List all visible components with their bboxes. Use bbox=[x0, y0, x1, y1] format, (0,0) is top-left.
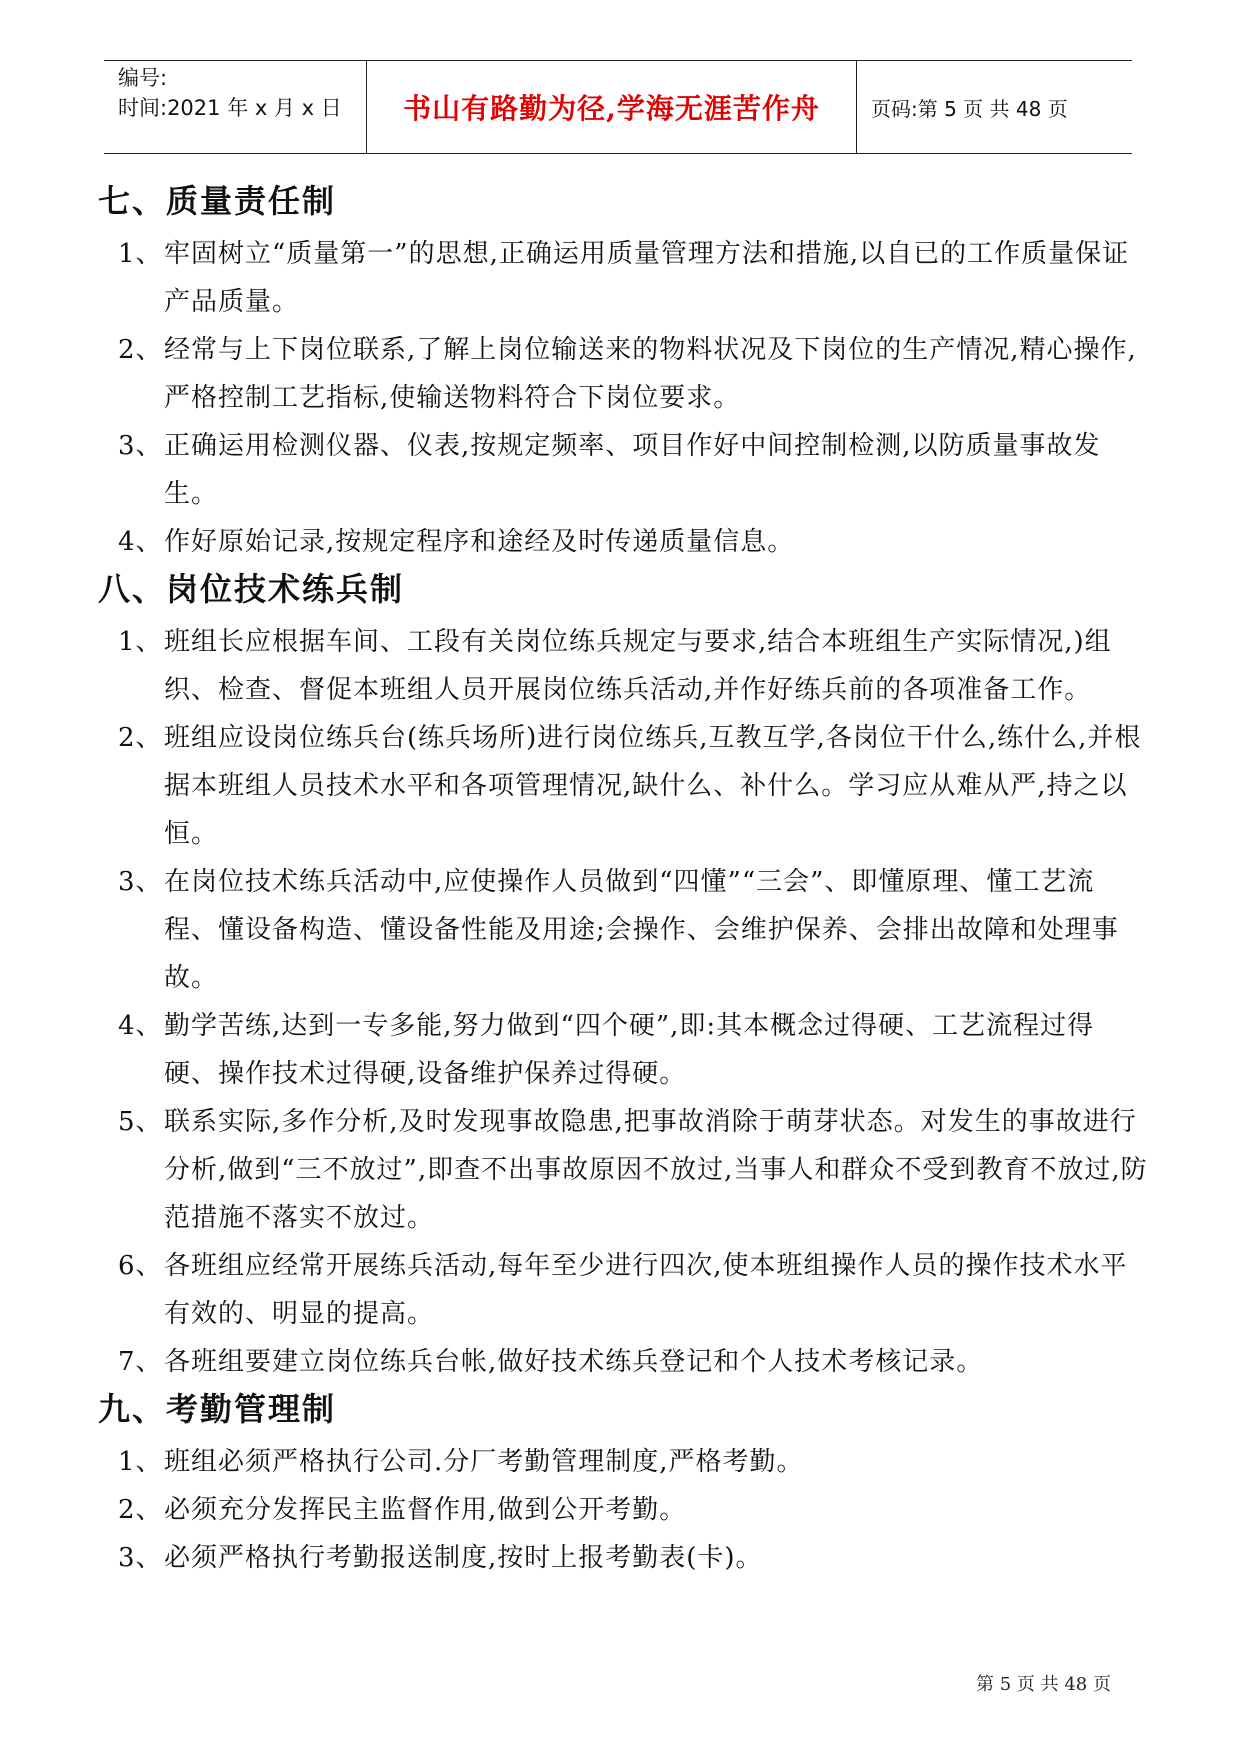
header-meta bbox=[104, 61, 367, 153]
item-text: 班组长应根据车间、工段有关岗位练兵规定与要求,结合本班组生产实际情况,)组织、检查、督促本班组人员开展岗位练兵活动,并作好练兵前的各项准备工作。 bbox=[164, 627, 1112, 705]
item-number: 1、 bbox=[118, 627, 163, 657]
list-item bbox=[98, 422, 1148, 518]
item-text: 联系实际,多作分析,及时发现事故隐患,把事故消除于萌芽状态。对发生的事故进行分析,做到“三不放过”,即查不出事故原因不放过,当事人和群众不受到教育不放过,防范措施不落实不放过。 bbox=[164, 1107, 1148, 1233]
item-number: 1、 bbox=[118, 239, 163, 269]
item-text: 各班组应经常开展练兵活动,每年至少进行四次,使本班组操作人员的操作技术水平有效的、明显的提高。 bbox=[164, 1251, 1128, 1329]
list-item bbox=[98, 1098, 1148, 1242]
item-text: 必须严格执行考勤报送制度,按时上报考勤表(卡)。 bbox=[164, 1543, 763, 1573]
item-text: 必须充分发挥民主监督作用,做到公开考勤。 bbox=[164, 1495, 687, 1525]
item-number: 4、 bbox=[118, 1011, 163, 1041]
section bbox=[98, 566, 1148, 1386]
list-item bbox=[98, 714, 1148, 858]
list-item bbox=[98, 618, 1148, 714]
section bbox=[98, 1386, 1148, 1582]
list-item bbox=[98, 1486, 1148, 1534]
item-text: 牢固树立“质量第一”的思想,正确运用质量管理方法和措施,以自已的工作质量保证产品质量。 bbox=[164, 239, 1130, 317]
item-text: 正确运用检测仪器、仪表,按规定频率、项目作好中间控制检测,以防质量事故发生。 bbox=[164, 431, 1101, 509]
item-number: 3、 bbox=[118, 1543, 163, 1573]
section-title: 九、考勤管理制 bbox=[98, 1390, 337, 1428]
item-number: 1、 bbox=[118, 1447, 163, 1477]
item-number: 3、 bbox=[118, 431, 163, 461]
item-text: 各班组要建立岗位练兵台帐,做好技术练兵登记和个人技术考核记录。 bbox=[164, 1347, 984, 1377]
list-item bbox=[98, 1242, 1148, 1338]
list-item bbox=[98, 230, 1148, 326]
item-text: 作好原始记录,按规定程序和途经及时传递质量信息。 bbox=[164, 527, 795, 557]
item-number: 4、 bbox=[118, 527, 163, 557]
list-item bbox=[98, 1438, 1148, 1486]
list-item bbox=[98, 326, 1148, 422]
list-item bbox=[98, 1002, 1148, 1098]
header-motto-cell bbox=[367, 61, 857, 153]
header-page-cell bbox=[857, 61, 1132, 153]
document-body bbox=[98, 178, 1148, 1582]
list-item bbox=[98, 518, 1148, 566]
item-text: 班组必须严格执行公司.分厂考勤管理制度,严格考勤。 bbox=[164, 1447, 804, 1477]
item-text: 勤学苦练,达到一专多能,努力做到“四个硬”,即:其本概念过得硬、工艺流程过得硬、操作技术过得硬,设备维护保养过得硬。 bbox=[164, 1011, 1095, 1089]
section-title: 七、质量责任制 bbox=[98, 182, 337, 220]
item-number: 2、 bbox=[118, 723, 163, 753]
item-text: 经常与上下岗位联系,了解上岗位输送来的物料状况及下岗位的生产情况,精心操作,严格控制工艺指标,使输送物料符合下岗位要求。 bbox=[164, 335, 1137, 413]
item-number: 7、 bbox=[118, 1347, 163, 1377]
item-number: 5、 bbox=[118, 1107, 163, 1137]
motto-text: 书山有路勤为径,学海无涯苦作舟 bbox=[403, 92, 820, 125]
code-label: 编号: bbox=[118, 66, 168, 90]
item-text: 在岗位技术练兵活动中,应使操作人员做到“四懂”“三会”、即懂原理、懂工艺流程、懂设备构造、懂设备性能及用途;会操作、会维护保养、会排出故障和处理事故。 bbox=[164, 867, 1119, 993]
list-item bbox=[98, 1534, 1148, 1582]
item-number: 2、 bbox=[118, 335, 163, 365]
item-number: 6、 bbox=[118, 1251, 163, 1281]
page-number-label: 页码:第 5 页 共 48 页 bbox=[871, 96, 1068, 121]
page-header bbox=[104, 60, 1132, 154]
item-number: 3、 bbox=[118, 867, 163, 897]
item-number: 2、 bbox=[118, 1495, 163, 1525]
time-label: 时间:2021 年 x 月 x 日 bbox=[118, 96, 342, 120]
list-item bbox=[98, 858, 1148, 1002]
page-footer: 第 5 页 共 48 页 bbox=[976, 1674, 1111, 1695]
section bbox=[98, 178, 1148, 566]
item-text: 班组应设岗位练兵台(练兵场所)进行岗位练兵,互教互学,各岗位干什么,练什么,并根据本班组人员技术水平和各项管理情况,缺什么、补什么。学习应从难从严,持之以恒。 bbox=[164, 723, 1142, 849]
list-item bbox=[98, 1338, 1148, 1386]
section-title: 八、岗位技术练兵制 bbox=[98, 570, 405, 608]
